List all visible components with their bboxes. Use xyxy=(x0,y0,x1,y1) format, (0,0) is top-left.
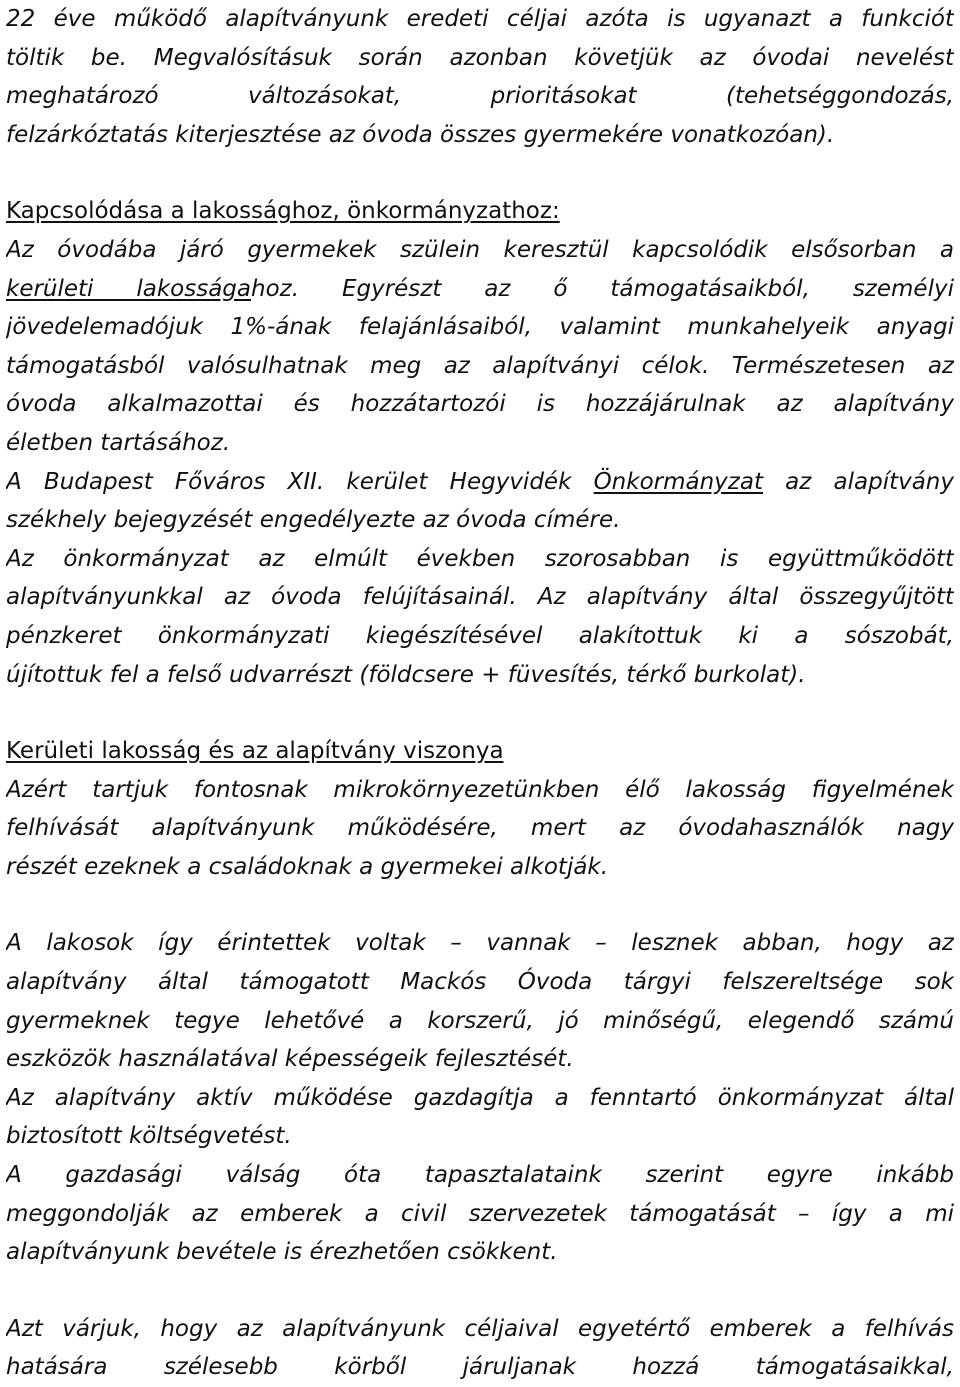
section-heading: Kerületi lakosság és az alapítvány viszonya xyxy=(6,738,504,765)
section-line-9: Az önkormányzat az elmúlt években szorosabban is együttműködött xyxy=(6,545,954,572)
section-line-12: újítottuk fel a felső udvarrészt (földcsere + füvesítés, térkő burkolat). xyxy=(6,661,806,688)
section-line-3: jövedelemadójuk 1%-ának felajánlásaiból, valamint munkahelyeik anyagi xyxy=(6,314,954,341)
para-line-2: alapítvány által támogatott Mackós Óvoda tárgyi felszereltsége sok xyxy=(6,969,954,996)
section-community-relation xyxy=(6,192,954,694)
section-line-2 xyxy=(6,270,954,309)
spacer xyxy=(6,694,954,732)
underlined-phrase: kerületi lakossága xyxy=(6,275,251,302)
para-line-8: meggondolják az emberek a civil szervezetek támogatását – így a mi xyxy=(6,1200,954,1227)
section-line-3: részét ezeknek a családoknak a gyermekei alkotják. xyxy=(6,853,609,880)
spacer xyxy=(6,886,954,924)
section-line-6: életben tartásához. xyxy=(6,429,231,456)
intro-line-2: töltik be. Megvalósításuk során azonban követjük az óvodai nevelést xyxy=(6,44,954,71)
para-line-1: A lakosok így érintettek voltak – vannak – lesznek abban, hogy az xyxy=(6,930,954,957)
section-line-10: alapítványunkkal az óvoda felújításainál. Az alapítvány által összegyűjtött xyxy=(6,584,954,611)
para-line-5: Az alapítvány aktív működése gazdagítja a fenntartó önkormányzat által xyxy=(6,1084,954,1111)
para-line-9: alapítványunk bevétele is érezhetően csökkent. xyxy=(6,1239,558,1266)
section-heading: Kapcsolódása a lakossághoz, önkormányzathoz: xyxy=(6,198,560,225)
para-line-2: hatására szélesebb körből járuljanak hozzá támogatásaikkal, xyxy=(6,1354,954,1381)
para-line-7: A gazdasági válság óta tapasztalataink szerint egyre inkább xyxy=(6,1162,954,1189)
onkormanyzat-link[interactable]: Önkormányzat xyxy=(593,468,763,495)
section-line-5: óvoda alkalmazottai és hozzátartozói is hozzájárulnak az alapítvány xyxy=(6,391,954,418)
para-line-3: gyermeknek tegye lehetővé a korszerű, jó minőségű, elegendő számú xyxy=(6,1007,954,1034)
section-line-4: támogatásból valósulhatnak meg az alapítványi célok. Természetesen az xyxy=(6,352,954,379)
intro-line-3: meghatározó változásokat, prioritásokat (tehetséggondozás, xyxy=(6,83,954,110)
intro-line-4: felzárkóztatás kiterjesztése az óvoda összes gyermekére vonatkozóan). xyxy=(6,121,835,148)
line-rest: hoz. Egyrészt az ő támogatásaikból, személyi xyxy=(251,275,954,302)
residents-paragraph xyxy=(6,924,954,1271)
expectations-paragraph xyxy=(6,1310,954,1387)
section-line-7 xyxy=(6,463,954,502)
para-line-4: eszközök használatával képességeik fejlesztését. xyxy=(6,1046,574,1073)
para-line-6: biztosított költségvetést. xyxy=(6,1123,292,1150)
para-line-1: Azt várjuk, hogy az alapítványunk céljaival egyetértő emberek a felhívás xyxy=(6,1315,954,1342)
section-resident-relation xyxy=(6,732,954,886)
spacer xyxy=(6,1272,954,1310)
section-line-8: székhely bejegyzését engedélyezte az óvoda címére. xyxy=(6,507,621,534)
line-post: az alapítvány xyxy=(762,468,954,495)
spacer xyxy=(6,154,954,192)
section-line-2: felhívását alapítványunk működésére, mert az óvodahasználók nagy xyxy=(6,815,954,842)
line-pre: A Budapest Főváros XII. kerület Hegyvidék xyxy=(6,468,594,495)
section-line-1: Az óvodába járó gyermekek szülein keresztül kapcsolódik elsősorban a xyxy=(6,236,954,263)
intro-paragraph xyxy=(6,0,954,154)
document-page xyxy=(6,0,954,1387)
section-line-11: pénzkeret önkormányzati kiegészítésével alakítottuk ki a sószobát, xyxy=(6,622,954,649)
section-line-1: Azért tartjuk fontosnak mikrokörnyezetünkben élő lakosság figyelmének xyxy=(6,776,954,803)
intro-line-1: 22 éve működő alapítványunk eredeti céljai azóta is ugyanazt a funkciót xyxy=(6,6,954,32)
